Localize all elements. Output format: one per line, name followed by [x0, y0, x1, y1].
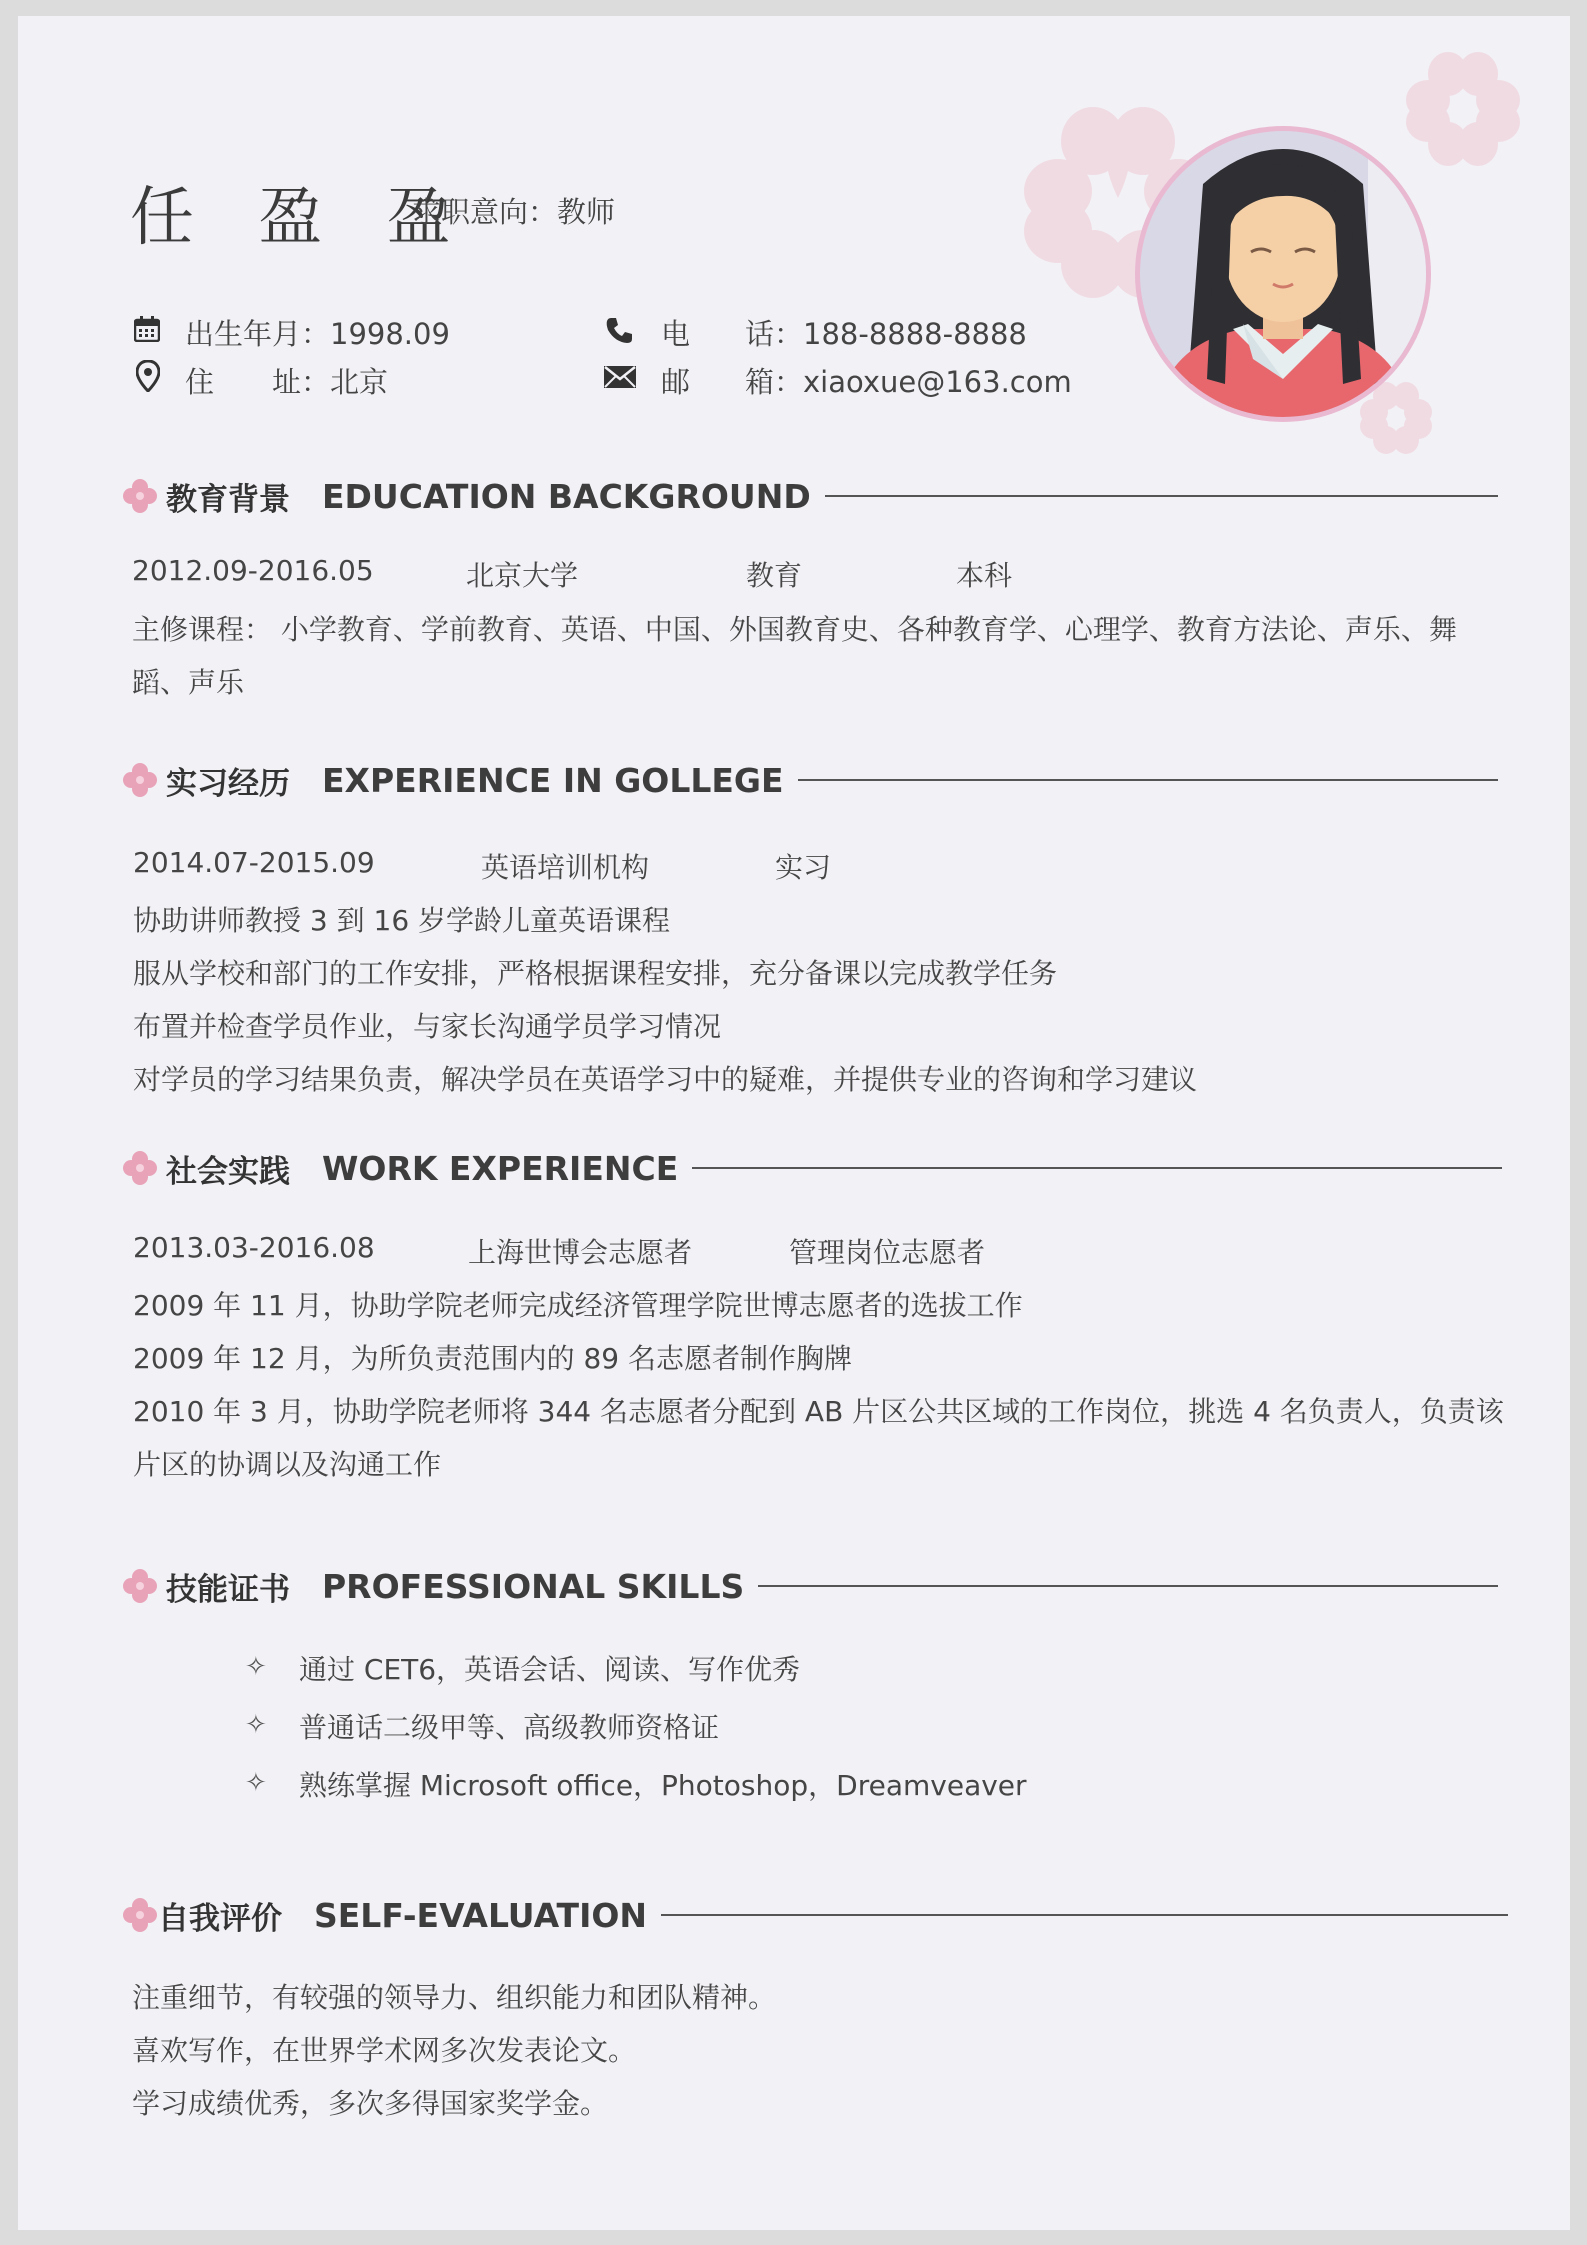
section-divider [825, 495, 1498, 497]
avatar [1133, 124, 1433, 424]
social-item: 2009 年 12 月，为所负责范围内的 89 名志愿者制作胸牌 [133, 1342, 853, 1375]
education-courses-cont: 蹈、声乐 [132, 666, 245, 699]
skill-item: 普通话二级甲等、高级教师资格证 [299, 1711, 720, 1744]
social-item: 片区的协调以及沟通工作 [133, 1448, 442, 1481]
internship-item: 对学员的学习结果负责，解决学员在英语学习中的疑难，并提供专业的咨询和学习建议 [133, 1063, 1198, 1096]
internship-item: 服从学校和部门的工作安排，严格根据课程安排，充分备课以完成教学任务 [133, 957, 1058, 990]
internship-role: 实习 [775, 851, 832, 884]
skill-bullet-icon: ✧ [245, 1710, 267, 1740]
phone-icon [605, 316, 633, 344]
education-degree: 本科 [956, 559, 1013, 592]
internship-item: 协助讲师教授 3 到 16 岁学龄儿童英语课程 [133, 904, 671, 937]
internship-org: 英语培训机构 [481, 851, 650, 884]
education-courses: 主修课程： 小学教育、学前教育、英语、中国、外国教育史、各种教育学、心理学、教育方法论、声乐、舞 [132, 613, 1457, 646]
email: 箱：xiaoxue@163.com [745, 365, 1072, 399]
resume-page [18, 16, 1570, 2230]
section-social-en: WORK EXPERIENCE [322, 1148, 679, 1188]
education-period: 2012.09-2016.05 [132, 554, 374, 587]
education-major: 教育 [746, 559, 803, 592]
social-org: 上海世博会志愿者 [468, 1236, 693, 1269]
flower-icon [122, 1897, 158, 1933]
section-education-title [122, 474, 1498, 518]
social-period: 2013.03-2016.08 [133, 1231, 375, 1264]
section-skills-cn: 技能证书 [166, 1571, 290, 1608]
skill-bullet-icon: ✧ [245, 1652, 267, 1682]
self-item: 注重细节，有较强的领导力、组织能力和团队精神。 [132, 1981, 777, 2014]
envelope-icon [604, 366, 636, 388]
calendar-icon [134, 316, 160, 342]
section-self-cn: 自我评价 [158, 1900, 282, 1937]
section-self-title [122, 1893, 1508, 1937]
flower-icon [122, 1150, 158, 1186]
candidate-name: 任 盈 盈 [130, 181, 473, 255]
self-item: 喜欢写作，在世界学术网多次发表论文。 [132, 2034, 637, 2067]
social-item: 2009 年 11 月，协助学院老师完成经济管理学院世博志愿者的选拔工作 [133, 1289, 1023, 1322]
flower-icon [122, 762, 158, 798]
job-intent: 求职意向：教师 [412, 195, 616, 229]
location-pin-icon [136, 360, 160, 392]
social-role: 管理岗位志愿者 [789, 1236, 986, 1269]
section-internship-en: EXPERIENCE IN GOLLEGE [322, 760, 784, 800]
section-divider [798, 779, 1498, 781]
section-education-en: EDUCATION BACKGROUND [322, 476, 811, 516]
birth-date: 出生年月：1998.09 [185, 317, 450, 351]
skill-bullet-icon: ✧ [245, 1768, 267, 1798]
mail-label: 邮 [661, 365, 691, 399]
internship-period: 2014.07-2015.09 [133, 846, 375, 879]
education-school: 北京大学 [466, 559, 579, 592]
skill-item: 通过 CET6，英语会话、阅读、写作优秀 [299, 1653, 801, 1686]
self-item: 学习成绩优秀，多次多得国家奖学金。 [132, 2087, 609, 2120]
section-education-cn: 教育背景 [166, 481, 290, 518]
section-divider [692, 1167, 1502, 1169]
phone-label: 电 [661, 317, 691, 351]
flower-icon [122, 1568, 158, 1604]
section-skills-en: PROFESSIONAL SKILLS [322, 1566, 745, 1606]
internship-item: 布置并检查学员作业，与家长沟通学员学习情况 [133, 1010, 722, 1043]
address: 住 址：北京 [185, 365, 389, 399]
phone-number: 话：188-8888-8888 [745, 317, 1027, 351]
section-divider [661, 1914, 1508, 1916]
skill-item: 熟练掌握 Microsoft office，Photoshop，Dreamveaver [299, 1769, 1027, 1802]
social-item: 2010 年 3 月，协助学院老师将 344 名志愿者分配到 AB 片区公共区域的工作岗位，挑选 4 名负责人，负责该 [133, 1395, 1504, 1428]
section-internship-cn: 实习经历 [166, 765, 290, 802]
section-social-cn: 社会实践 [166, 1153, 290, 1190]
section-skills-title [122, 1564, 1498, 1608]
section-social-title [122, 1146, 1502, 1190]
flower-icon [122, 478, 158, 514]
section-divider [758, 1585, 1498, 1587]
section-internship-title [122, 758, 1498, 802]
section-self-en: SELF-EVALUATION [314, 1895, 648, 1935]
